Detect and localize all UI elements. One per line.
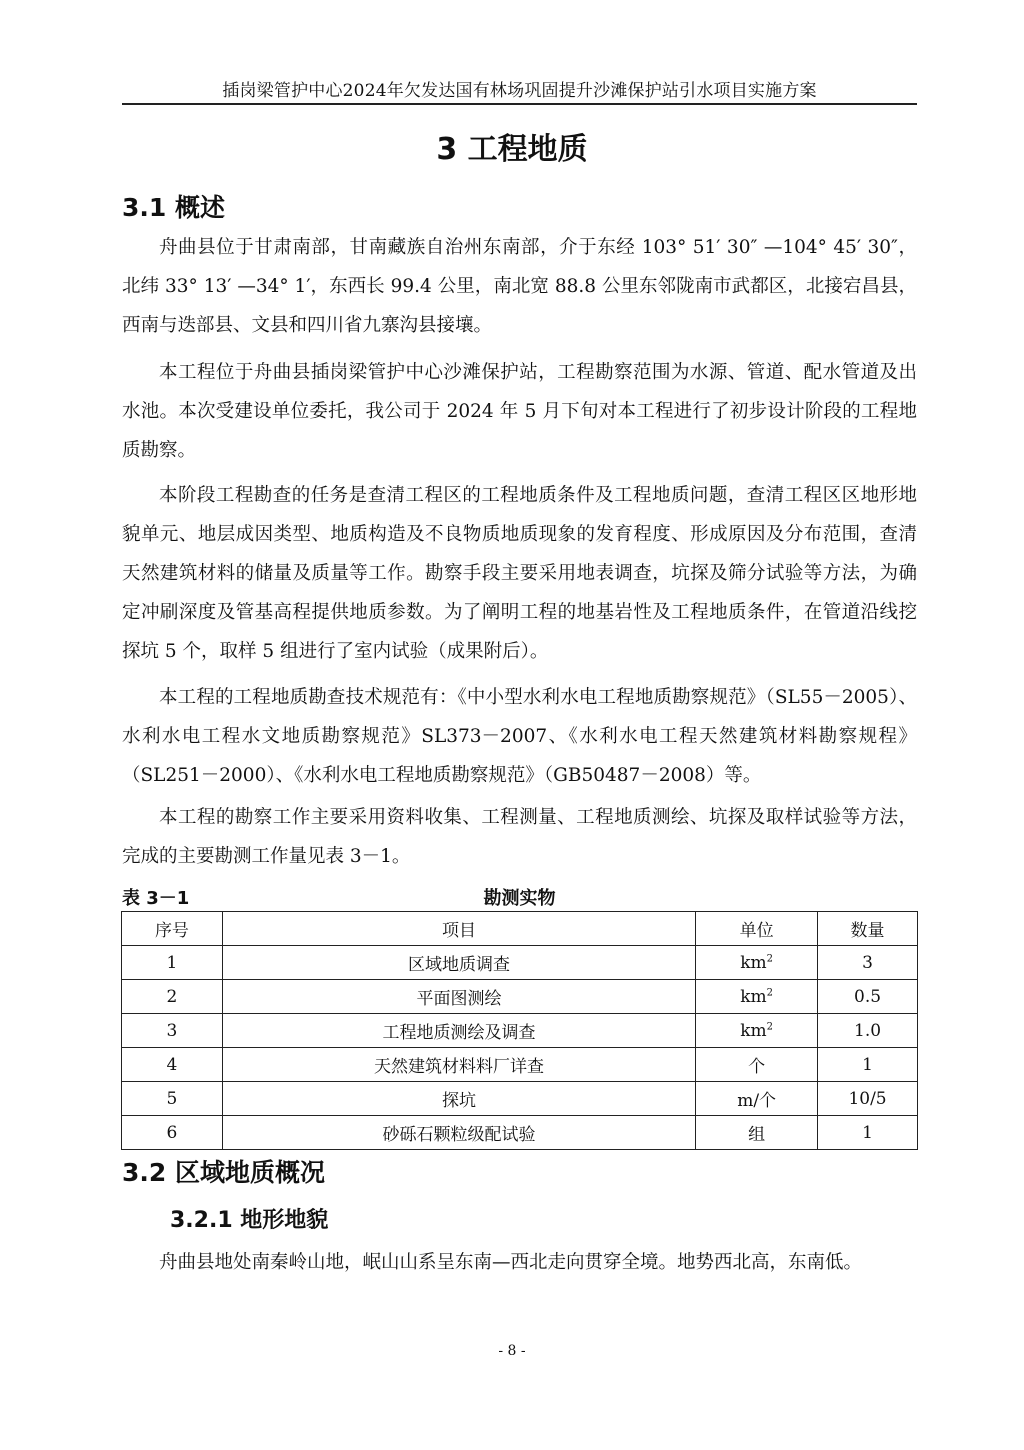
table-row <box>122 1116 918 1150</box>
unit-text: km <box>740 952 767 973</box>
table-cell: 2 <box>122 980 223 1014</box>
paragraph-survey-tasks: 本阶段工程勘查的任务是查清工程区的工程地质条件及工程地质问题，查清工程区区地形地貌单元、地层成因类型、地质构造及不良物质地质现象的发育程度、形成原因及分布范围，查清天然建筑材料的储量及质量等工作。勘察手段主要采用地表调查，坑探及筛分试验等方法，为确定冲刷深度及管基高程提供地质参数。为了阐明工程的地基岩性及工程地质条件，在管道沿线挖探坑 5 个，取样 5 组进行了室内试验（成果附后）。 <box>122 485 917 662</box>
table-cell: 5 <box>122 1082 223 1116</box>
table-cell: 区域地质调查 <box>222 946 695 980</box>
table-row <box>122 1048 918 1082</box>
survey-work-table <box>121 911 918 1150</box>
table-cell: 1.0 <box>818 1014 918 1048</box>
table-cell: m/个 <box>696 1082 818 1116</box>
table-cell: 探坑 <box>222 1082 695 1116</box>
unit-superscript: 2 <box>766 986 774 998</box>
paragraph-location: 舟曲县位于甘肃南部，甘南藏族自治州东南部，介于东经 103° 51′ 30″ —104° 45′ 30″，北纬 33° 13′ —34° 1′，东西长 99.4 公里，南北宽 88.8 公里东邻陇南市武都区，北接宕昌县，西南与迭部县、文县和四川省九寨沟县接壤。 <box>122 237 917 336</box>
header-rule <box>122 103 917 105</box>
page-number: - 8 - <box>498 1343 526 1359</box>
table-header-row <box>122 912 918 946</box>
table-row <box>122 1082 918 1116</box>
table-cell: 工程地质测绘及调查 <box>222 1014 695 1048</box>
table-cell: 组 <box>696 1116 818 1150</box>
header-cell: 项目 <box>222 912 695 946</box>
section-heading-3-2: 3.2 区域地质概况 <box>122 1158 325 1187</box>
table-row <box>122 1014 918 1048</box>
table-cell: 4 <box>122 1048 223 1082</box>
subsection-heading-3-2-1: 3.2.1 地形地貌 <box>170 1208 329 1233</box>
section-heading-3-1: 3.1 概述 <box>122 193 225 222</box>
table-cell: 3 <box>122 1014 223 1048</box>
table-cell <box>696 946 818 980</box>
table-cell <box>696 980 818 1014</box>
paragraph-project-scope: 本工程位于舟曲县插岗梁管护中心沙滩保护站，工程勘察范围为水源、管道、配水管道及出水池。本次受建设单位委托，我公司于 2024 年 5 月下旬对本工程进行了初步设计阶段的工程地质勘察。 <box>122 362 917 461</box>
unit-text: km <box>740 986 767 1007</box>
header-cell: 单位 <box>696 912 818 946</box>
table-cell: 1 <box>122 946 223 980</box>
table-cell: 10/5 <box>818 1082 918 1116</box>
table-number: 表 3－1 <box>122 888 190 909</box>
table-cell: 0.5 <box>818 980 918 1014</box>
table-cell: 砂砾石颗粒级配试验 <box>222 1116 695 1150</box>
table-row <box>122 980 918 1014</box>
paragraph-terrain: 舟曲县地处南秦岭山地，岷山山系呈东南—西北走向贯穿全境。地势西北高，东南低。 <box>159 1252 863 1273</box>
table-cell: 3 <box>818 946 918 980</box>
header-cell: 序号 <box>122 912 223 946</box>
table-cell: 个 <box>696 1048 818 1082</box>
running-header: 插岗梁管护中心2024年欠发达国有林场巩固提升沙滩保护站引水项目实施方案 <box>222 81 817 101</box>
unit-text: km <box>740 1020 767 1041</box>
paragraph-methods: 本工程的勘察工作主要采用资料收集、工程测量、工程地质测绘、坑探及取样试验等方法，完成的主要勘测工作量见表 3－1。 <box>122 807 917 867</box>
unit-superscript: 2 <box>766 952 774 964</box>
table-title: 勘测实物 <box>483 888 556 909</box>
table-row <box>122 946 918 980</box>
table-cell: 6 <box>122 1116 223 1150</box>
table-cell: 天然建筑材料料厂详查 <box>222 1048 695 1082</box>
table-caption <box>122 884 917 910</box>
header-cell: 数量 <box>818 912 918 946</box>
table-cell <box>696 1014 818 1048</box>
unit-superscript: 2 <box>766 1020 774 1032</box>
table-cell: 平面图测绘 <box>222 980 695 1014</box>
chapter-title: 3 工程地质 <box>436 132 588 167</box>
paragraph-standards: 本工程的工程地质勘查技术规范有：《中小型水利水电工程地质勘察规范》（SL55－2005）、水利水电工程水文地质勘察规范》SL373－2007、《水利水电工程天然建筑材料勘察规程》（SL251－2000）、《水利水电工程地质勘察规范》（GB50487－2008）等。 <box>122 687 917 786</box>
table-cell: 1 <box>818 1116 918 1150</box>
table-cell: 1 <box>818 1048 918 1082</box>
